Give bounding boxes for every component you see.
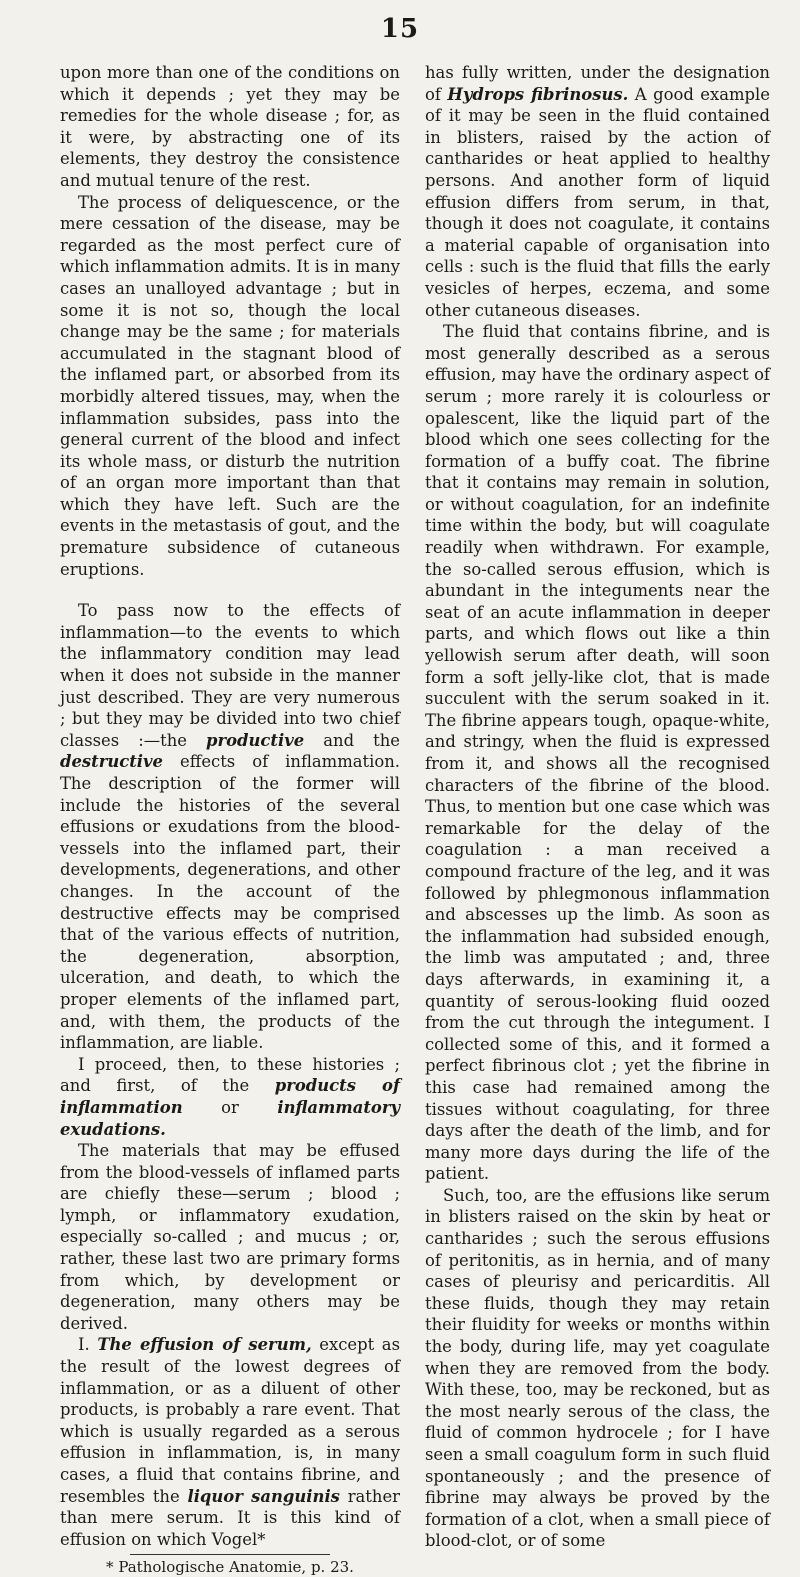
emphasis: The effusion of serum, — [97, 1335, 312, 1355]
emphasis: liquor sanguinis — [187, 1486, 340, 1506]
paragraph: has fully written, under the designation of Hydrops fibrinosus. A good example of it may be seen in the fluid contained in blisters, raised by the action of cantharides or heat applied to healthy persons. And another form of liquid effusion differs from serum, in that, though it does not coagulate, it contains a material capable of organisation into cells : such is the fluid that fills the early vesicles of herpes, eczema, and some other cutaneous diseases. — [425, 63, 770, 320]
footnote: * Pathologische Anatomie, p. 23. — [106, 1558, 354, 1577]
paragraph: upon more than one of the conditions on which it depends ; yet they may be remedies for the whole disease ; for, as it were, by abstracting one of its elements, they destroy the consistence and mutual tenure of the rest. — [60, 63, 400, 190]
right-column — [425, 62, 770, 1552]
paragraph: The process of deliquescence, or the mere cessation of the disease, may be regarded as the most perfect cure of which inflammation admits. It is in many cases an unalloyed advantage ; but in some it is not so, though the local change may be the same ; for materials accumulated in the stagnant blood of the inflamed part, or absorbed from its morbidly altered tissues, may, when the inflammation subsides, pass into the general current of the blood and infect its whole mass, or disturb the nutrition of an organ more important than that which they have left. Such are the events in the metastasis of gout, and the premature subsidence of cutaneous eruptions. — [60, 192, 400, 579]
footnote-rule — [130, 1554, 330, 1555]
paragraph: I proceed, then, to these histories ; and first, of the products of inflammation or inflammatory exudations. — [60, 1054, 400, 1139]
emphasis: products of inflammation — [60, 1076, 400, 1117]
page-number: 15 — [380, 14, 420, 44]
paragraph: I. The effusion of serum, except as the result of the lowest degrees of inflammation, or as a diluent of other products, is probably a rare event. That which is usually regarded as a serous effusion in inflammation, is, in many cases, a fluid that contains fibrine, and resembles the liquor sanguinis rather than mere serum. It is this kind of effusion on which Vogel* — [60, 1335, 400, 1549]
emphasis: destructive — [60, 752, 163, 772]
emphasis: inflammatory exudations. — [60, 1097, 400, 1139]
left-column — [60, 62, 400, 1577]
emphasis: productive — [206, 730, 305, 750]
emphasis: Hydrops fibrinosus. — [447, 84, 629, 104]
paragraph: To pass now to the effects of inflammation—to the events to which the inflammatory condition may lead when it does not subside in the manner just described. They are very numerous ; but they may be divided into two chief classes :—the productive and the destructive effects of inflammation. The description of the former will include the histories of the several effusions or exudations from the blood-vessels into the inflamed part, their developments, degenerations, and other changes. In the account of the destructive effects may be comprised that of the various effects of nutrition, the degeneration, absorption, ulceration, and death, to which the proper elements of the inflamed part, and, with them, the products of the inflammation, are liable. — [60, 601, 400, 1053]
paragraph: The fluid that contains fibrine, and is most generally described as a serous effusion, may have the ordinary aspect of serum ; more rarely it is colourless or opalescent, like the liquid part of the blood which one sees collecting for the formation of a buffy coat. The fibrine that it contains may remain in solution, or without coagulation, for an indefinite time within the body, but will coagulate readily when withdrawn. For example, the so-called serous effusion, which is abundant in the integuments near the seat of an acute inflammation in deeper parts, and which flows out like a thin yellowish serum after death, will soon form a soft jelly-like clot, that is made succulent with the serum soaked in it. The fibrine appears tough, opaque-white, and stringy, when the fluid is expressed from it, and shows all the recognised characters of the fibrine of the blood. Thus, to mention but one case which was remarkable for the delay of the coagulation : a man received a compound fracture of the leg, and it was followed by phlegmonous inflammation and abscesses up the limb. As soon as the inflammation had subsided enough, the limb was amputated ; and, three days afterwards, in examining it, a quantity of serous-looking fluid oozed from the cut through the integument. I collected some of this, and it formed a perfect fibrinous clot ; yet the fibrine in this case had remained among the tissues without coagulating, for three days after the death of the limb, and for many more days during the life of the patient. — [425, 322, 770, 1184]
paragraph: Such, too, are the effusions like serum in blisters raised on the skin by heat or cantharides ; such the serous effusions of peritonitis, as in hernia, and of many cases of pleurisy and pericarditis. All these fluids, though they may retain their fluidity for weeks or months within the body, during life, may yet coagulate when they are removed from the body. With these, too, may be reckoned, but as the most nearly serous of the class, the fluid of common hydrocele ; for I have seen a small coagulum form in such fluid spontaneously ; and the presence of fibrine may always be proved by the formation of a clot, when a small piece of blood-clot, or of some — [425, 1185, 770, 1551]
paragraph: The materials that may be effused from the blood-vessels of inflamed parts are chiefly these—serum ; blood ; lymph, or inflammatory exudation, especially so-called ; and mucus ; or, rather, these last two are primary forms from which, by development or degeneration, many others may be derived. — [60, 1141, 400, 1333]
